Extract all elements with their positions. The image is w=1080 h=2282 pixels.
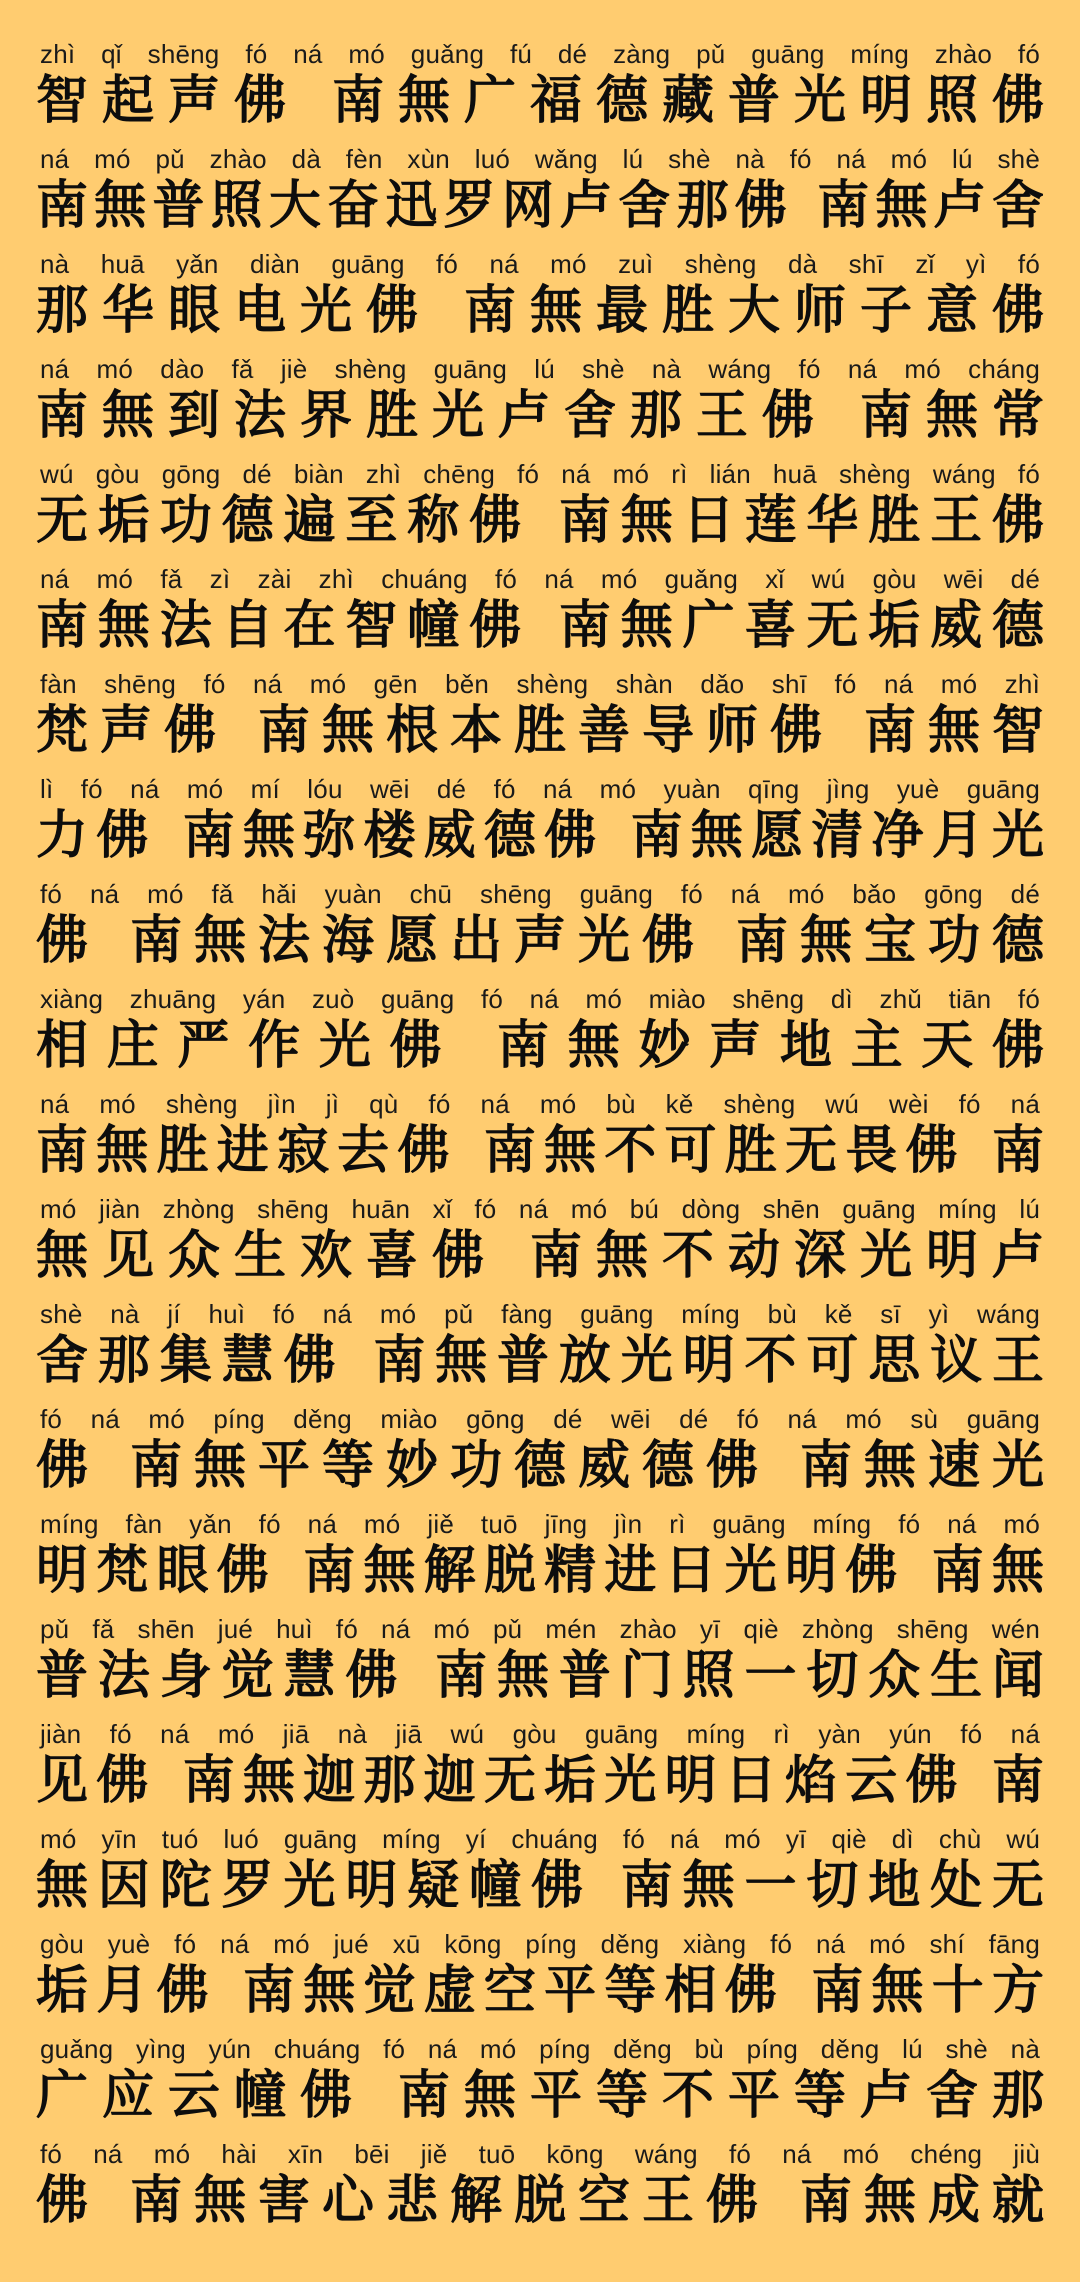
pinyin-line: ná mó pǔ zhào dà fèn xùn luó wǎng lú shè nà fó ná mó lú shè	[40, 144, 1040, 174]
hanzi-line: 普法身觉慧佛 南無普门照一切众生闻	[36, 1646, 1044, 1706]
pinyin-line: lì fó ná mó mí lóu wēi dé fó ná mó yuàn qīng jìng yuè guāng	[40, 774, 1040, 804]
hanzi-line: 相庄严作光佛 南無妙声地主天佛	[36, 1016, 1044, 1076]
pinyin-line: ná mó fǎ zì zài zhì chuáng fó ná mó guǎng xǐ wú gòu wēi dé	[40, 564, 1040, 594]
text-line-21	[36, 2138, 1044, 2243]
hanzi-line: 無见众生欢喜佛 南無不动深光明卢	[36, 1226, 1044, 1286]
text-line-3	[36, 248, 1044, 353]
hanzi-line: 南無普照大奋迅罗网卢舍那佛 南無卢舍	[36, 176, 1044, 236]
pinyin-line: míng fàn yǎn fó ná mó jiě tuō jīng jìn rì guāng míng fó ná mó	[40, 1509, 1040, 1539]
hanzi-line: 无垢功德遍至称佛 南無日莲华胜王佛	[36, 491, 1044, 551]
hanzi-line: 南無到法界胜光卢舍那王佛 南無常	[36, 386, 1044, 446]
pinyin-line: nà huā yǎn diàn guāng fó ná mó zuì shèng dà shī zǐ yì fó	[40, 249, 1040, 279]
hanzi-line: 梵声佛 南無根本胜善导师佛 南無智	[36, 701, 1044, 761]
text-line-10	[36, 983, 1044, 1088]
hanzi-line: 明梵眼佛 南無解脱精进日光明佛 南無	[36, 1541, 1044, 1601]
pinyin-line: mó yīn tuó luó guāng míng yí chuáng fó ná mó yī qiè dì chù wú	[40, 1824, 1040, 1854]
hanzi-line: 無因陀罗光明疑幢佛 南無一切地处无	[36, 1856, 1044, 1916]
pinyin-line: shè nà jí huì fó ná mó pǔ fàng guāng míng bù kě sī yì wáng	[40, 1299, 1040, 1329]
text-line-5	[36, 458, 1044, 563]
text-line-11	[36, 1088, 1044, 1193]
pinyin-line: ná mó dào fǎ jiè shèng guāng lú shè nà wáng fó ná mó cháng	[40, 354, 1040, 384]
pinyin-line: zhì qǐ shēng fó ná mó guǎng fú dé zàng pǔ guāng míng zhào fó	[40, 39, 1040, 69]
hanzi-line: 力佛 南無弥楼威德佛 南無愿清净月光	[36, 806, 1044, 866]
text-line-20	[36, 2033, 1044, 2138]
text-line-14	[36, 1403, 1044, 1508]
hanzi-line: 智起声佛 南無广福德藏普光明照佛	[36, 71, 1044, 131]
pinyin-line: fàn shēng fó ná mó gēn běn shèng shàn dǎo shī fó ná mó zhì	[40, 669, 1040, 699]
hanzi-line: 佛 南無平等妙功德威德佛 南無速光	[36, 1436, 1044, 1496]
text-line-7	[36, 668, 1044, 773]
hanzi-line: 广应云幢佛 南無平等不平等卢舍那	[36, 2066, 1044, 2126]
hanzi-line: 佛 南無害心悲解脱空王佛 南無成就	[36, 2171, 1044, 2231]
pinyin-line: guǎng yìng yún chuáng fó ná mó píng děng bù píng děng lú shè nà	[40, 2034, 1040, 2064]
text-line-17	[36, 1718, 1044, 1823]
pinyin-line: wú gòu gōng dé biàn zhì chēng fó ná mó rì lián huā shèng wáng fó	[40, 459, 1040, 489]
pinyin-line: mó jiàn zhòng shēng huān xǐ fó ná mó bú dòng shēn guāng míng lú	[40, 1194, 1040, 1224]
text-line-8	[36, 773, 1044, 878]
hanzi-line: 垢月佛 南無觉虚空平等相佛 南無十方	[36, 1961, 1044, 2021]
text-line-2	[36, 143, 1044, 248]
text-line-1	[36, 38, 1044, 143]
text-line-15	[36, 1508, 1044, 1613]
hanzi-line: 佛 南無法海愿出声光佛 南無宝功德	[36, 911, 1044, 971]
hanzi-line: 见佛 南無迦那迦无垢光明日焰云佛 南	[36, 1751, 1044, 1811]
hanzi-line: 那华眼电光佛 南無最胜大师子意佛	[36, 281, 1044, 341]
text-line-6	[36, 563, 1044, 668]
hanzi-line: 南無法自在智幢佛 南無广喜无垢威德	[36, 596, 1044, 656]
text-line-4	[36, 353, 1044, 458]
pinyin-line: ná mó shèng jìn jì qù fó ná mó bù kě shèng wú wèi fó ná	[40, 1089, 1040, 1119]
hanzi-line: 南無胜进寂去佛 南無不可胜无畏佛 南	[36, 1121, 1044, 1181]
pinyin-line: xiàng zhuāng yán zuò guāng fó ná mó miào shēng dì zhǔ tiān fó	[40, 984, 1040, 1014]
text-line-19	[36, 1928, 1044, 2033]
pinyin-line: fó ná mó píng děng miào gōng dé wēi dé fó ná mó sù guāng	[40, 1404, 1040, 1434]
pinyin-line: pǔ fǎ shēn jué huì fó ná mó pǔ mén zhào yī qiè zhòng shēng wén	[40, 1614, 1040, 1644]
text-line-18	[36, 1823, 1044, 1928]
text-line-16	[36, 1613, 1044, 1718]
text-line-13	[36, 1298, 1044, 1403]
text-line-9	[36, 878, 1044, 983]
hanzi-line: 舍那集慧佛 南無普放光明不可思议王	[36, 1331, 1044, 1391]
pinyin-line: fó ná mó hài xīn bēi jiě tuō kōng wáng fó ná mó chéng jiù	[40, 2139, 1040, 2169]
pinyin-line: jiàn fó ná mó jiā nà jiā wú gòu guāng míng rì yàn yún fó ná	[40, 1719, 1040, 1749]
pinyin-line: gòu yuè fó ná mó jué xū kōng píng děng xiàng fó ná mó shí fāng	[40, 1929, 1040, 1959]
pinyin-line: fó ná mó fǎ hǎi yuàn chū shēng guāng fó ná mó bǎo gōng dé	[40, 879, 1040, 909]
text-line-12	[36, 1193, 1044, 1298]
